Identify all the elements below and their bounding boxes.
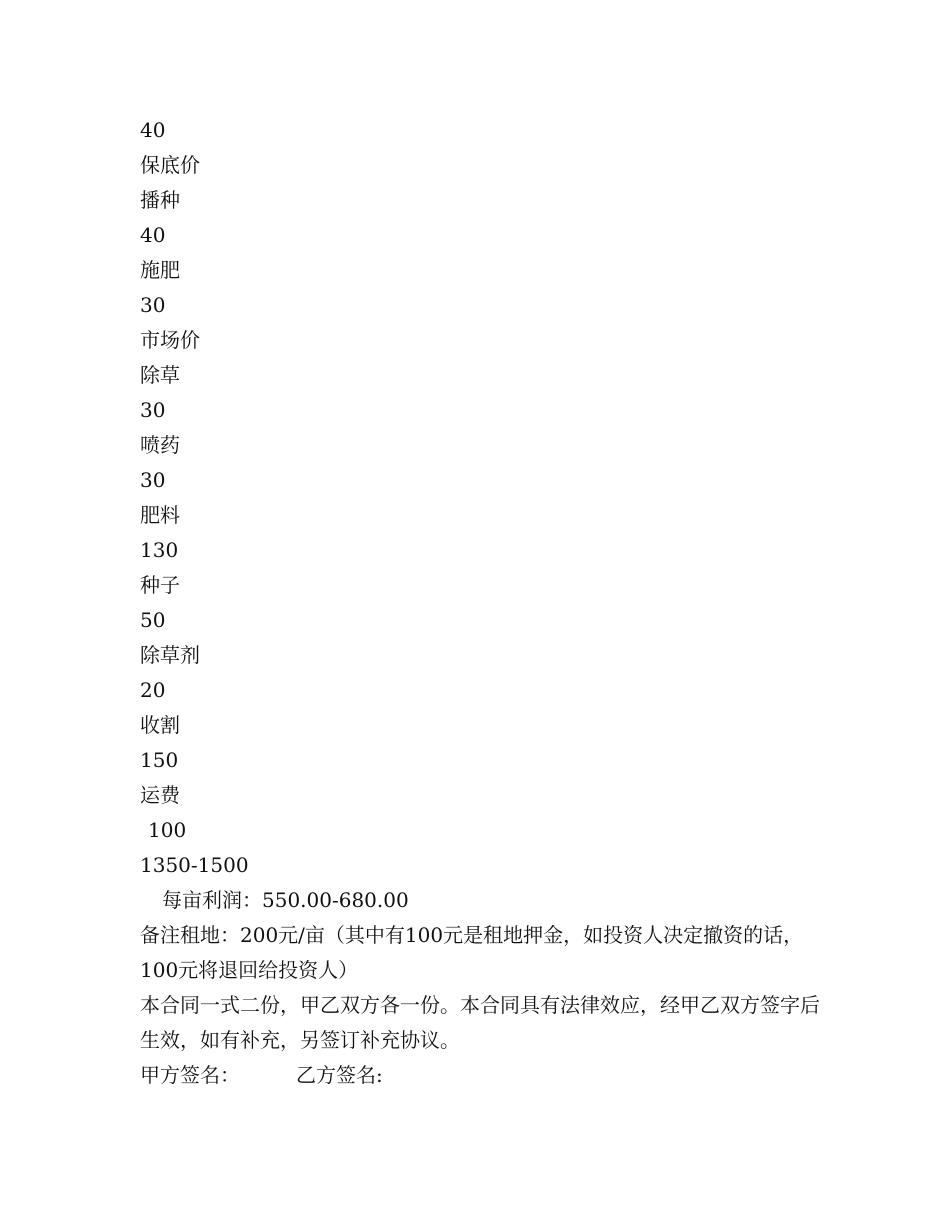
text-line: 保底价 [140,153,200,177]
text-line: 50 [140,608,166,632]
rent-note-paragraph: 备注租地：200元/亩（其中有100元是租地押金，如投资人决定撤资的话，100元将退回给投资人） [140,923,804,982]
text-line: 30 [140,398,166,422]
contract-clause-paragraph: 本合同一式二份，甲乙双方各一份。本合同具有法律效应，经甲乙双方签字后生效，如有补充，另签订补充协议。 [140,993,820,1052]
party-b-signature-label: 乙方签名: [296,1063,383,1087]
text-line: 播种 [140,188,180,212]
party-a-signature-label: 甲方签名： [140,1063,240,1087]
text-line: 40 [140,223,166,247]
text-line: 40 [140,118,166,142]
text-line: 喷药 [140,433,180,457]
text-line: 30 [140,468,166,492]
text-line: 除草剂 [140,643,200,667]
signature-row [140,1058,820,1093]
text-line: 收割 [140,713,180,737]
text-line: 130 [140,538,179,562]
text-line: 肥料 [140,503,180,527]
text-line: 30 [140,293,166,317]
text-line: 市场价 [140,328,200,352]
text-line: 20 [140,678,166,702]
freight-value: 100 [148,818,187,842]
text-line: 施肥 [140,258,180,282]
total-range: 1350-1500 [140,853,249,877]
text-line: 种子 [140,573,180,597]
text-line: 除草 [140,363,180,387]
document-page [140,113,820,1093]
text-line: 运费 [140,783,180,807]
text-line: 150 [140,748,179,772]
profit-per-mu: 每亩利润：550.00-680.00 [162,888,409,912]
